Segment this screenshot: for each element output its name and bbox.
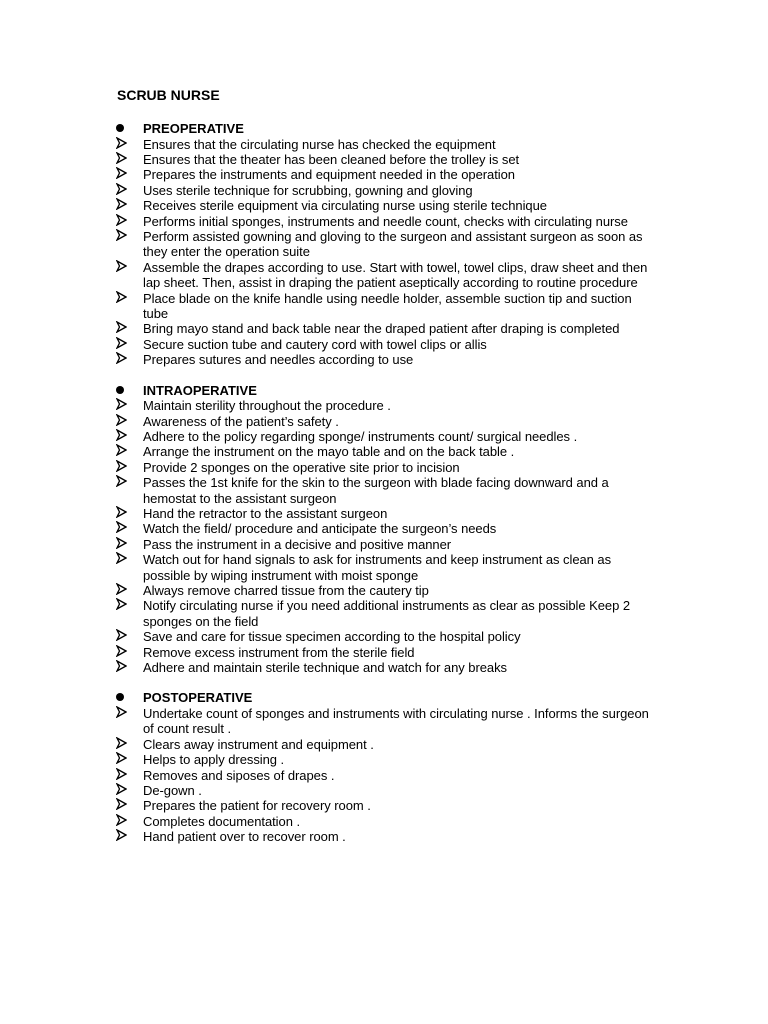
arrow-bullet-icon — [116, 214, 128, 229]
list-item-text: Perform assisted gowning and gloving to the surgeon and assistant surgeon as soon as they enter the operation suite — [143, 228, 643, 260]
list-item — [0, 752, 653, 767]
list-item — [0, 768, 653, 783]
arrow-bullet-icon — [116, 337, 128, 352]
document-content — [0, 121, 768, 845]
arrow-bullet-icon — [116, 429, 128, 444]
page-title: SCRUB NURSE — [117, 87, 220, 103]
arrow-bullet-icon — [116, 291, 128, 306]
list-item — [0, 583, 653, 598]
item-list — [0, 706, 768, 845]
list-item-text: Secure suction tube and cautery cord with towel clips or allis — [143, 336, 487, 352]
list-item — [0, 660, 653, 675]
list-item — [0, 167, 653, 182]
list-item-text: Ensures that the theater has been cleaned before the trolley is set — [143, 151, 520, 167]
list-item — [0, 152, 653, 167]
list-item — [0, 260, 653, 291]
list-item-text: Ensures that the circulating nurse has checked the equipment — [143, 136, 496, 152]
list-item-text: Provide 2 sponges on the operative site prior to incision — [143, 459, 460, 475]
list-item-text: Passes the 1st knife for the skin to the surgeon with blade facing downward and a hemostat to the assistant surgeon — [143, 475, 609, 506]
list-item — [0, 291, 653, 322]
list-item-text: Adhere and maintain sterile technique and watch for any breaks — [143, 660, 508, 675]
list-item-text: Save and care for tissue specimen according to the hospital policy — [143, 629, 521, 645]
arrow-bullet-icon — [116, 321, 128, 336]
arrow-bullet-icon — [116, 537, 128, 552]
section-heading-text: PREOPERATIVE — [143, 121, 244, 136]
arrow-bullet-icon — [116, 660, 128, 675]
list-item — [0, 552, 653, 583]
arrow-bullet-icon — [116, 752, 128, 767]
arrow-bullet-icon — [116, 506, 128, 521]
bullet-dot-icon — [116, 386, 124, 394]
arrow-bullet-icon — [116, 414, 128, 429]
list-item-text: Prepares the instruments and equipment needed in the operation — [143, 167, 515, 183]
arrow-bullet-icon — [116, 460, 128, 475]
arrow-bullet-icon — [116, 645, 128, 660]
section-preoperative — [0, 121, 768, 368]
arrow-bullet-icon — [116, 706, 128, 721]
list-item — [0, 321, 653, 336]
item-list — [0, 137, 768, 368]
list-item — [0, 798, 653, 813]
section-postoperative — [0, 690, 768, 844]
list-item-text: Notify circulating nurse if you need additional instruments as clear as possible Keep 2 sponges on the field — [143, 598, 631, 629]
section-intraoperative — [0, 383, 768, 676]
arrow-bullet-icon — [116, 829, 128, 844]
section-heading — [0, 383, 768, 399]
list-item-text: De-gown . — [143, 782, 202, 798]
list-item-text: Clears away instrument and equipment . — [143, 736, 374, 752]
list-item-text: Watch out for hand signals to ask for instruments and keep instrument as clean as possible by wiping instrument with moist sponge — [143, 552, 612, 583]
list-item-text: Bring mayo stand and back table near the draped patient after draping is completed — [143, 321, 620, 337]
list-item — [0, 829, 653, 844]
arrow-bullet-icon — [116, 629, 128, 644]
list-item — [0, 429, 653, 444]
list-item — [0, 352, 653, 367]
list-item — [0, 137, 653, 152]
section-heading-text: POSTOPERATIVE — [143, 690, 253, 706]
list-item-text: Watch the field/ procedure and anticipate the surgeon’s needs — [143, 521, 497, 537]
arrow-bullet-icon — [116, 737, 128, 752]
arrow-bullet-icon — [116, 798, 128, 813]
list-item — [0, 598, 653, 629]
arrow-bullet-icon — [116, 783, 128, 798]
bullet-dot-icon — [116, 693, 124, 701]
arrow-bullet-icon — [116, 198, 128, 213]
list-item — [0, 706, 653, 737]
list-item — [0, 460, 653, 475]
section-heading-text: INTRAOPERATIVE — [143, 382, 257, 398]
list-item — [0, 229, 653, 260]
list-item-text: Place blade on the knife handle using needle holder, assemble suction tip and suction tube — [143, 290, 632, 321]
arrow-bullet-icon — [116, 552, 128, 567]
arrow-bullet-icon — [116, 229, 128, 244]
arrow-bullet-icon — [116, 167, 128, 182]
list-item-text: Adhere to the policy regarding sponge/ instruments count/ surgical needles . — [143, 428, 578, 444]
arrow-bullet-icon — [116, 352, 128, 367]
item-list — [0, 398, 768, 675]
list-item — [0, 737, 653, 752]
arrow-bullet-icon — [116, 444, 128, 459]
list-item — [0, 214, 653, 229]
arrow-bullet-icon — [116, 260, 128, 275]
list-item-text: Receives sterile equipment via circulating nurse using sterile technique — [143, 198, 547, 214]
list-item-text: Prepares the patient for recovery room . — [143, 798, 371, 814]
section-heading — [0, 690, 768, 706]
list-item — [0, 198, 653, 213]
list-item — [0, 629, 653, 644]
list-item — [0, 337, 653, 352]
list-item — [0, 398, 653, 413]
list-item — [0, 645, 653, 660]
list-item — [0, 475, 653, 506]
list-item — [0, 537, 653, 552]
list-item-text: Removes and siposes of drapes . — [143, 767, 335, 783]
list-item-text: Awareness of the patient’s safety . — [143, 413, 339, 429]
list-item — [0, 783, 653, 798]
list-item-text: Completes documentation . — [143, 813, 301, 829]
list-item — [0, 414, 653, 429]
list-item-text: Pass the instrument in a decisive and positive manner — [143, 536, 452, 552]
list-item-text: Arrange the instrument on the mayo table and on the back table . — [143, 444, 515, 460]
list-item-text: Hand the retractor to the assistant surgeon — [143, 505, 388, 521]
arrow-bullet-icon — [116, 152, 128, 167]
arrow-bullet-icon — [116, 398, 128, 413]
arrow-bullet-icon — [116, 598, 128, 613]
list-item-text: Helps to apply dressing . — [143, 752, 285, 768]
list-item-text: Hand patient over to recover room . — [143, 829, 346, 845]
list-item-text: Always remove charred tissue from the cautery tip — [143, 582, 429, 598]
list-item-text: Prepares sutures and needles according to use — [143, 352, 414, 368]
arrow-bullet-icon — [116, 583, 128, 598]
arrow-bullet-icon — [116, 475, 128, 490]
list-item — [0, 521, 653, 536]
arrow-bullet-icon — [116, 768, 128, 783]
bullet-dot-icon — [116, 124, 124, 132]
section-heading — [0, 121, 768, 137]
list-item-text: Assemble the drapes according to use. Start with towel, towel clips, draw sheet and then lap sheet. Then, assist in draping the patient aseptically according to routine procedure — [143, 259, 648, 291]
arrow-bullet-icon — [116, 183, 128, 198]
list-item-text: Uses sterile technique for scrubbing, gowning and gloving — [143, 182, 473, 198]
list-item-text: Maintain sterility throughout the procedure . — [143, 398, 391, 414]
arrow-bullet-icon — [116, 814, 128, 829]
list-item-text: Remove excess instrument from the sterile field — [143, 644, 415, 660]
list-item — [0, 814, 653, 829]
list-item-text: Undertake count of sponges and instruments with circulating nurse . Informs the surgeon of count result . — [143, 705, 649, 737]
list-item — [0, 183, 653, 198]
list-item — [0, 444, 653, 459]
list-item — [0, 506, 653, 521]
arrow-bullet-icon — [116, 137, 128, 152]
list-item-text: Performs initial sponges, instruments and needle count, checks with circulating nurse — [143, 213, 628, 229]
arrow-bullet-icon — [116, 521, 128, 536]
